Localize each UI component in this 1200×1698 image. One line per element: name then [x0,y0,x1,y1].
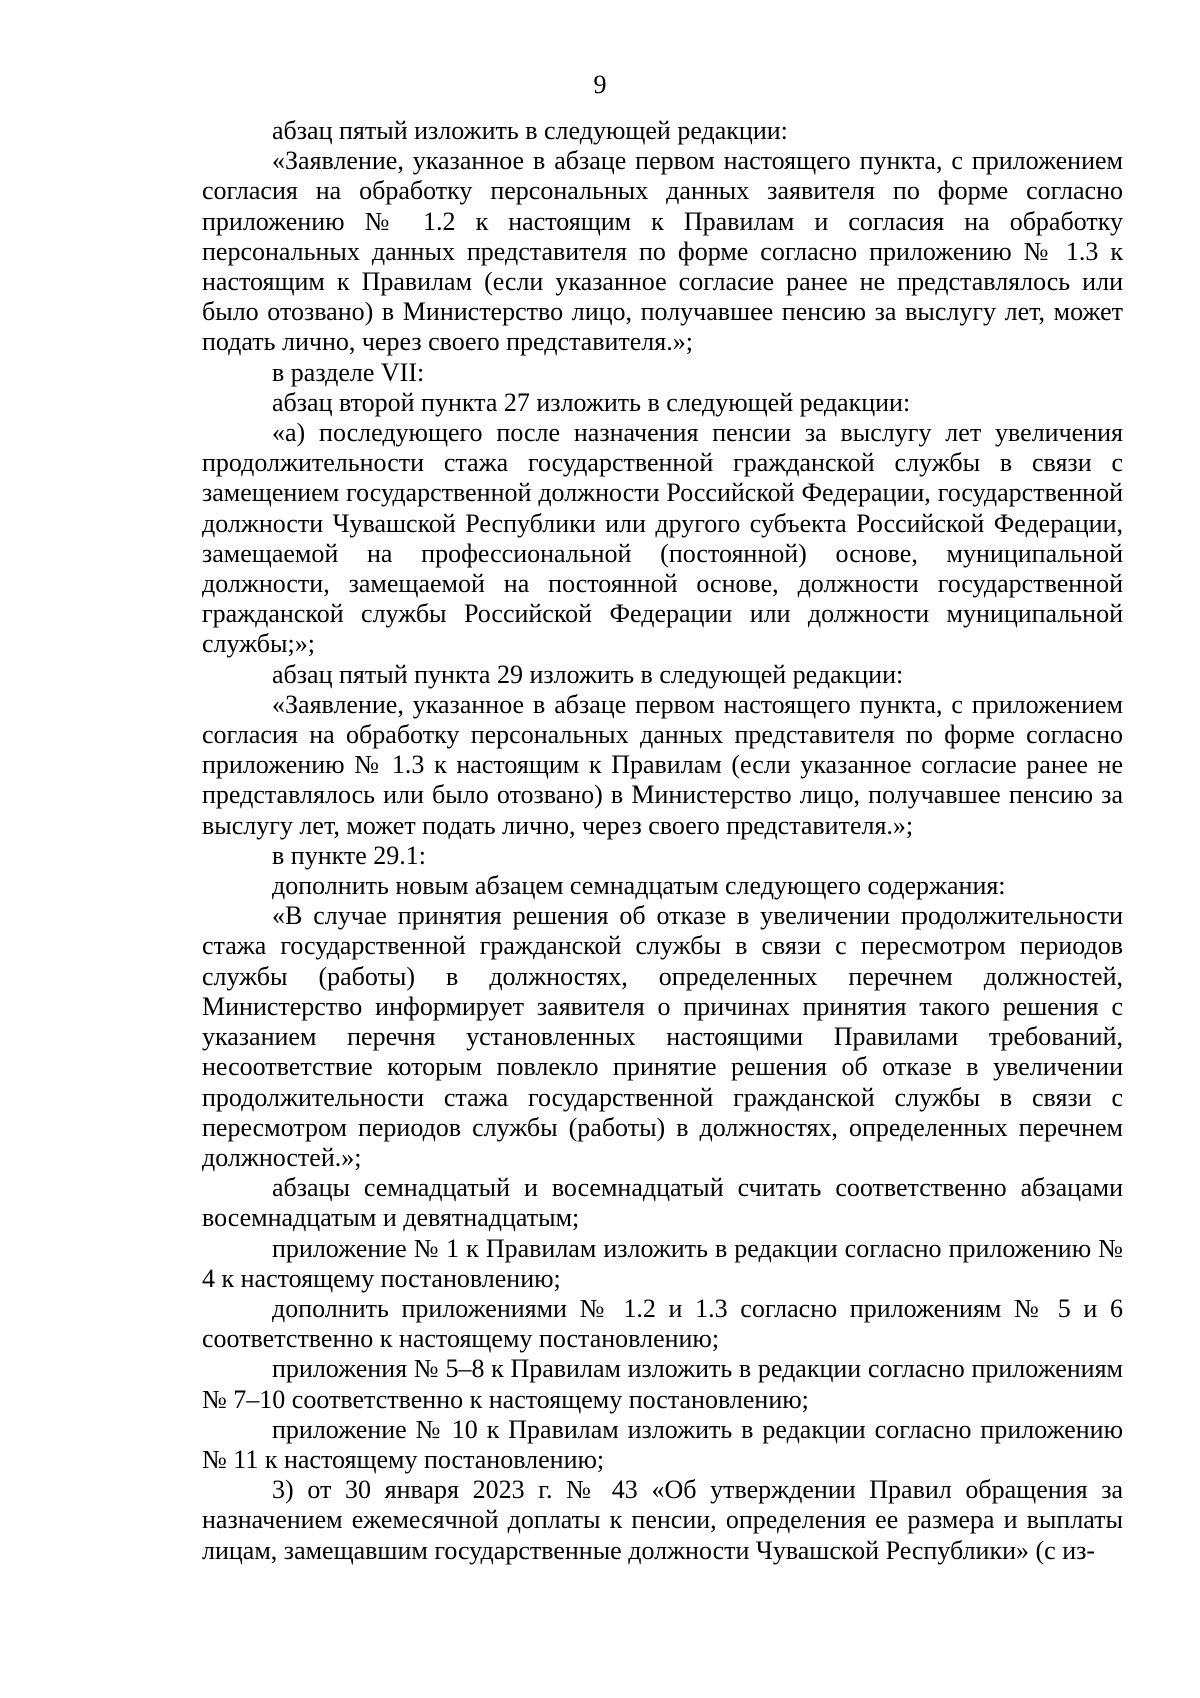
paragraph: абзацы семнадцатый и восемнадцатый считать соответственно абзацами восемнадцатым и девятнадцатым; [202,1173,1123,1233]
paragraph: «Заявление, указанное в абзаце первом настоящего пункта, с приложением согласия на обработку персональных данных заявителя по форме согласно приложению № 1.2 к настоящим к Правилам и согласия на обработку персональных данных представителя по форме согласно приложению № 1.3 к настоящим к Правилам (если указанное согласие ранее не представлялось или было отозвано) в Министерство лицо, получавшее пенсию за выслугу лет, может подать лично, через своего представителя.»; [202,146,1123,357]
paragraph: «В случае принятия решения об отказе в увеличении продолжительности стажа государственной гражданской службы в связи с пересмотром периодов службы (работы) в должностях, определенных перечнем должностей, Министерство информирует заявителя о причинах принятия такого решения с указанием перечня установленных настоящими Правилами требований, несоответствие которым повлекло принятие решения об отказе в увеличении продолжительности стажа государственной гражданской службы в связи с пересмотром периодов службы (работы) в должностях, определенных перечнем должностей.»; [202,901,1123,1172]
paragraph: абзац пятый пункта 29 изложить в следующей редакции: [272,659,904,689]
paragraph: 3) от 30 января 2023 г. № 43 «Об утверждении Правил обращения за назначением ежемесячной доплаты к пенсии, определения ее размера и выплаты лицам, замещавшим государственные должности Чувашской Республики» (с из- [202,1475,1123,1565]
paragraph: приложения № 5–8 к Правилам изложить в редакции согласно приложениям № 7–10 соответственно к настоящему постановлению; [202,1354,1123,1414]
paragraph: приложение № 1 к Правилам изложить в редакции согласно приложению № 4 к настоящему постановлению; [202,1233,1123,1293]
paragraph: приложение № 10 к Правилам изложить в редакции согласно приложению № 11 к настоящему постановлению; [202,1414,1123,1474]
paragraph: абзац второй пункта 27 изложить в следующей редакции: [272,387,911,417]
paragraph: дополнить новым абзацем семнадцатым следующего содержания: [272,871,1006,901]
document-body [202,116,1123,1566]
page-number: 9 [593,70,607,99]
paragraph: в разделе VII: [272,357,425,387]
paragraph: абзац пятый изложить в следующей редакции: [272,116,788,145]
paragraph: в пункте 29.1: [272,840,427,870]
paragraph: «Заявление, указанное в абзаце первом настоящего пункта, с приложением согласия на обработку персональных данных представителя по форме согласно приложению № 1.3 к настоящим к Правилам (если указанное согласие ранее не представлялось или было отозвано) в Министерство лицо, получавшее пенсию за выслугу лет, может подать лично, через своего представителя.»; [202,689,1123,840]
paragraph: «а) последующего после назначения пенсии за выслугу лет увеличения продолжительности стажа государственной гражданской службы в связи с замещением государственной должности Российской Федерации, государственной должности Чувашской Республики или другого субъекта Российской Федерации, замещаемой на профессиональной (постоянной) основе, муниципальной должности, замещаемой на постоянной основе, должности государственной гражданской службы Российской Федерации или должности муниципальной службы;»; [202,418,1123,659]
paragraph: дополнить приложениями № 1.2 и 1.3 согласно приложениям № 5 и 6 соответственно к настоящему постановлению; [202,1293,1123,1354]
